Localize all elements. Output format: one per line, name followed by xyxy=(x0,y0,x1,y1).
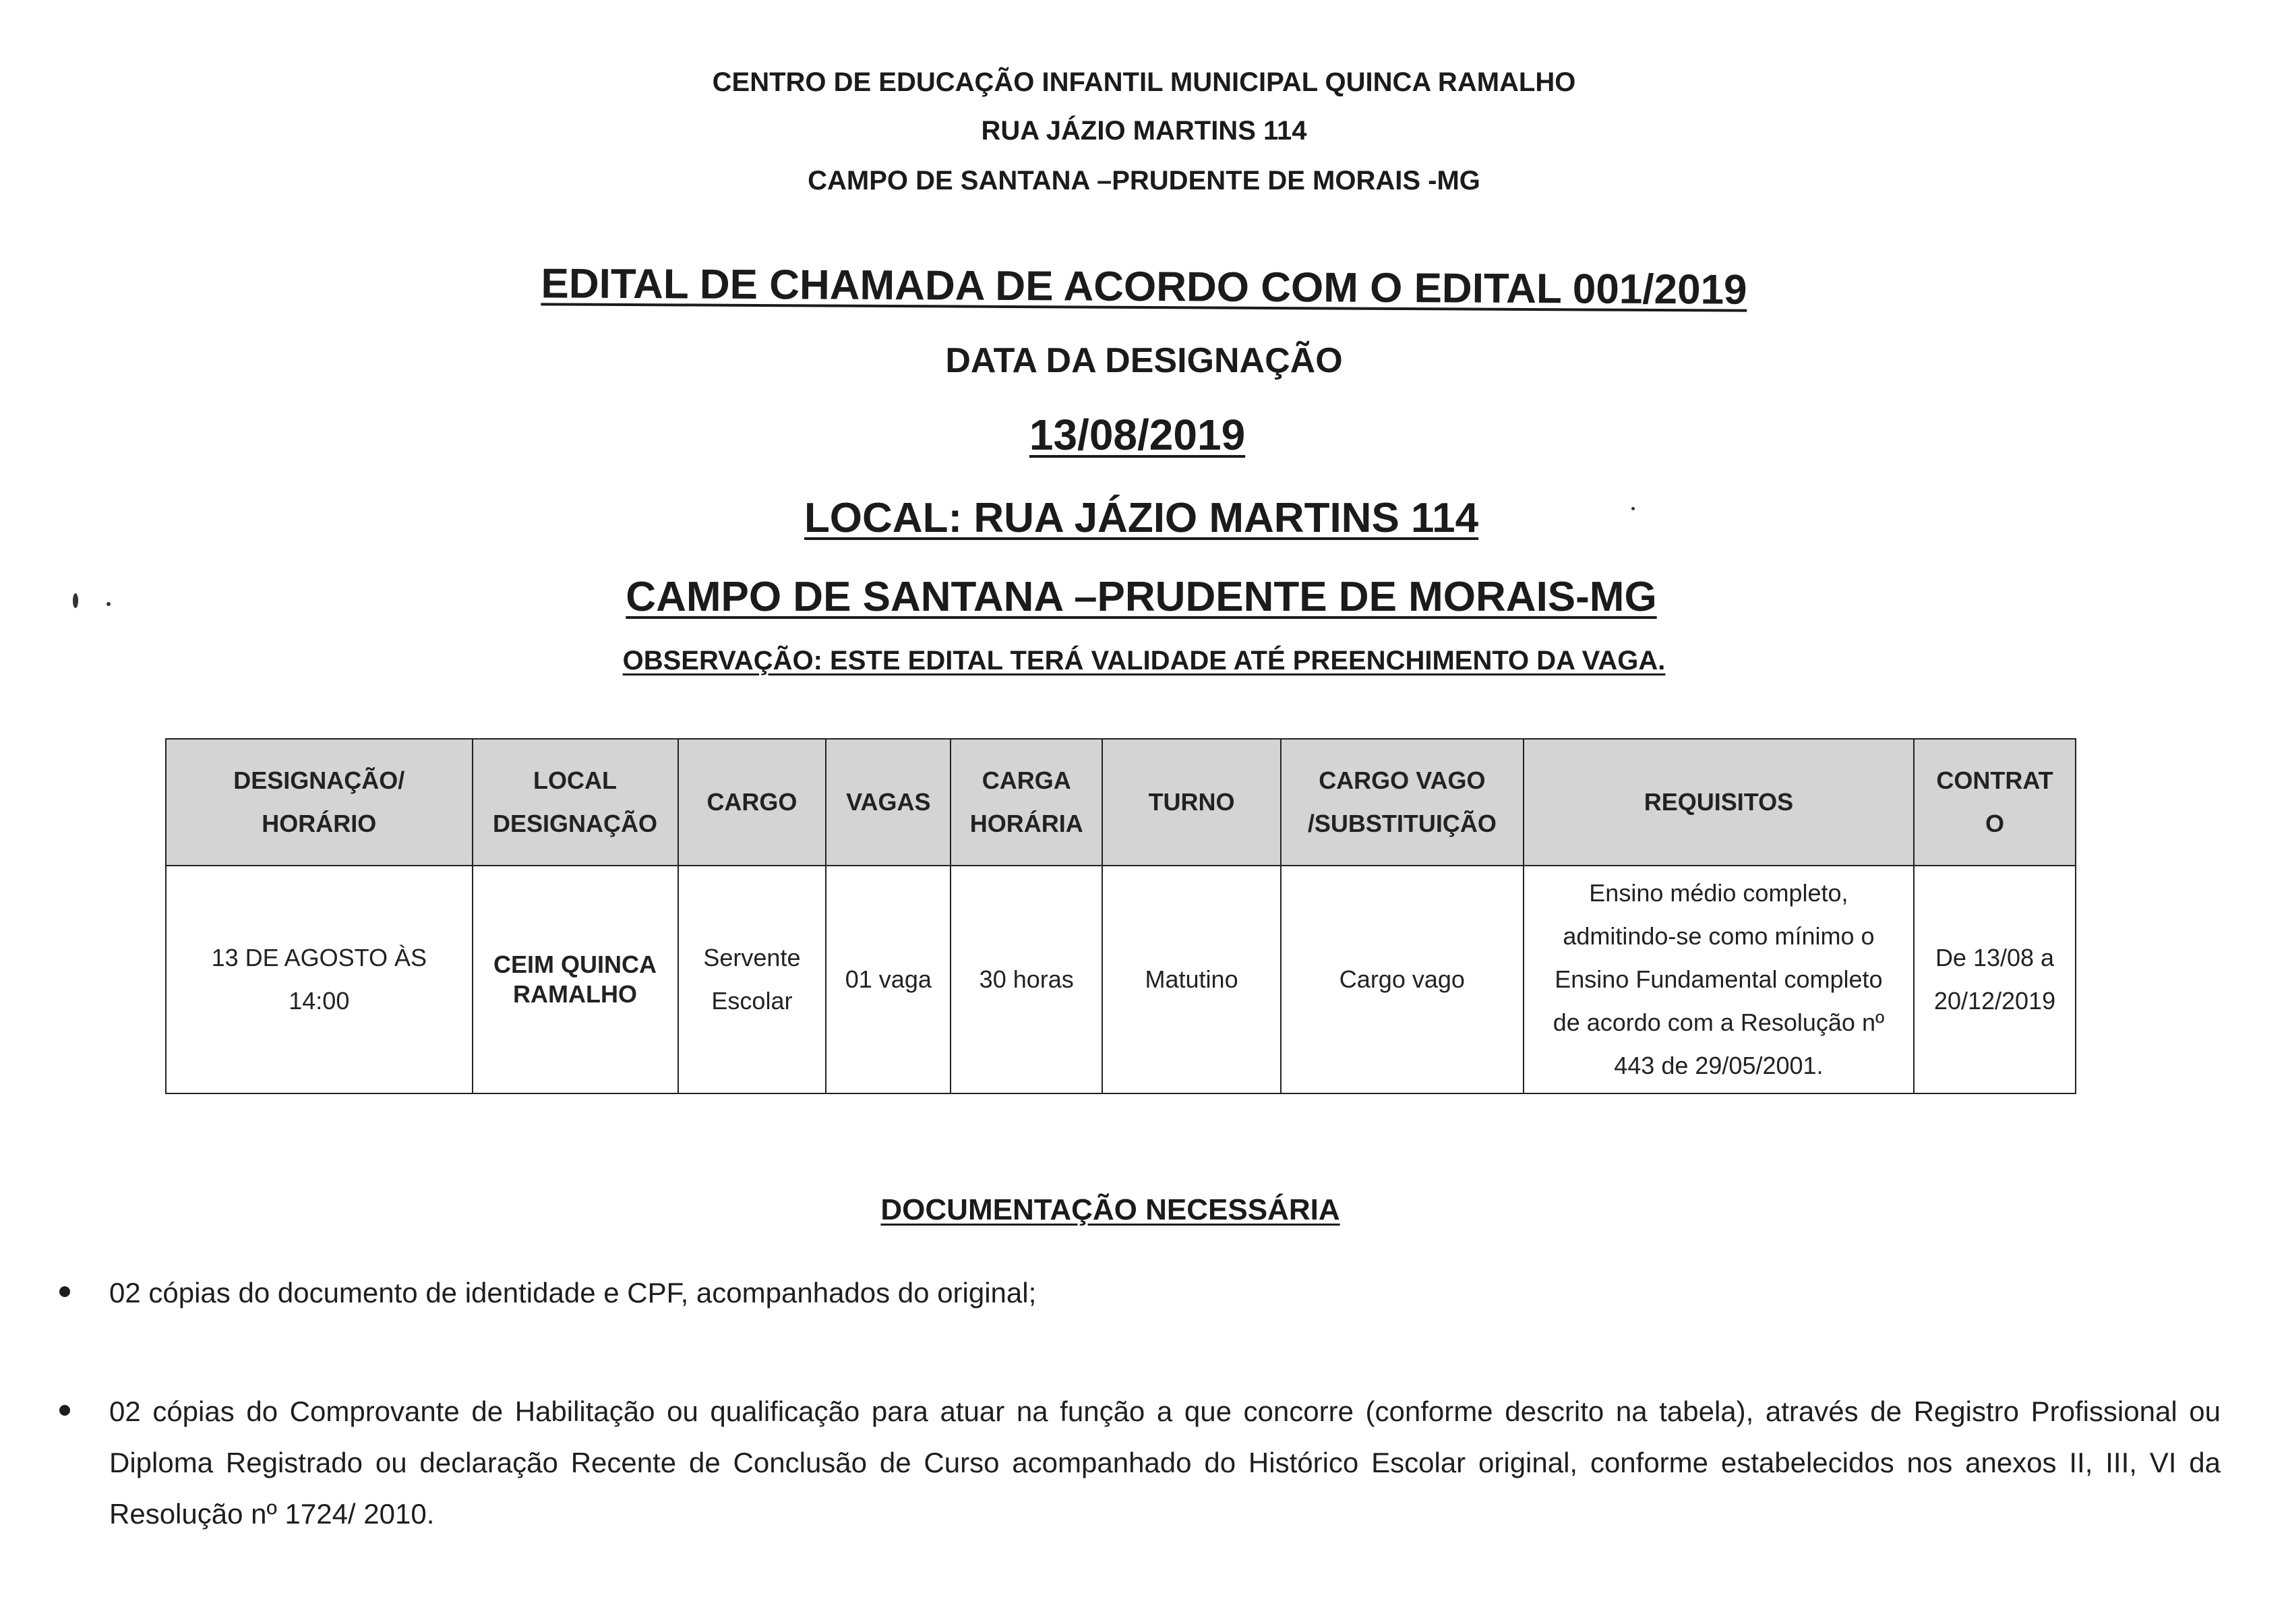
scan-speck xyxy=(1631,507,1635,510)
documentation-item-text: 02 cópias do Comprovante de Habilitação ou qualificação para atuar na função a que concorre (conforme descrito na tabela), através de Registro Profissional ou Diploma Registrado ou declaração Recente de Conclusão de Curso acompanhado do Histórico Escolar original, conforme estabelecidos nos anexos II, III, VI da Resolução nº 1724/ 2010. xyxy=(109,1395,2221,1530)
edital-title: EDITAL DE CHAMADA DE ACORDO COM O EDITAL 001/2019 xyxy=(541,260,1747,313)
vacancy-table xyxy=(165,738,2076,1094)
header-turno: TURNO xyxy=(1102,739,1281,866)
list-item xyxy=(0,1267,2288,1319)
header-requisitos: REQUISITOS xyxy=(1524,739,1914,866)
header-carga-horaria: CARGA HORÁRIA xyxy=(951,739,1102,866)
header-contrato: CONTRAT O xyxy=(1914,739,2076,866)
table-header-row xyxy=(166,739,2076,866)
header-local-designacao: LOCAL DESIGNAÇÃO xyxy=(473,739,678,866)
documentation-list xyxy=(0,1267,2288,1540)
observation-note: OBSERVAÇÃO: ESTE EDITAL TERÁ VALIDADE ATÉ PREENCHIMENTO DA VAGA. xyxy=(622,646,1666,675)
cell-designacao-horario: 13 DE AGOSTO ÀS 14:00 xyxy=(166,866,473,1093)
table-row xyxy=(166,866,2076,1093)
institution-city: CAMPO DE SANTANA –PRUDENTE DE MORAIS -MG xyxy=(808,166,1480,196)
documentation-item-text: 02 cópias do documento de identidade e CPF, acompanhados do original; xyxy=(109,1277,1037,1309)
scan-speck xyxy=(73,593,78,608)
institution-address: RUA JÁZIO MARTINS 114 xyxy=(981,116,1307,146)
local-address: LOCAL: RUA JÁZIO MARTINS 114 xyxy=(804,495,1479,541)
cell-cargo-vago: Cargo vago xyxy=(1281,866,1524,1093)
cell-requisitos: Ensino médio completo, admitindo-se como mínimo o Ensino Fundamental completo de acordo com a Resolução nº 443 de 29/05/2001. xyxy=(1524,866,1914,1093)
designation-date-label: DATA DA DESIGNAÇÃO xyxy=(945,341,1343,380)
institution-name: CENTRO DE EDUCAÇÃO INFANTIL MUNICIPAL QUINCA RAMALHO xyxy=(712,67,1576,97)
local-city: CAMPO DE SANTANA –PRUDENTE DE MORAIS-MG xyxy=(626,574,1657,620)
cell-cargo: Servente Escolar xyxy=(678,866,826,1093)
bullet-icon xyxy=(59,1405,70,1416)
cell-carga-horaria: 30 horas xyxy=(951,866,1102,1093)
cell-local-designacao: CEIM QUINCA RAMALHO xyxy=(473,866,678,1093)
header-cargo-vago: CARGO VAGO /SUBSTITUIÇÃO xyxy=(1281,739,1524,866)
documentation-title: DOCUMENTAÇÃO NECESSÁRIA xyxy=(880,1193,1340,1226)
cell-turno: Matutino xyxy=(1102,866,1281,1093)
header-cargo: CARGO xyxy=(678,739,826,866)
list-item xyxy=(0,1386,2288,1540)
cell-vagas: 01 vaga xyxy=(826,866,951,1093)
designation-date: 13/08/2019 xyxy=(1029,411,1246,459)
scan-speck xyxy=(107,602,111,606)
header-vagas: VAGAS xyxy=(826,739,951,866)
cell-contrato: De 13/08 a 20/12/2019 xyxy=(1914,866,2076,1093)
bullet-icon xyxy=(59,1286,70,1297)
header-designacao-horario: DESIGNAÇÃO/ HORÁRIO xyxy=(166,739,473,866)
